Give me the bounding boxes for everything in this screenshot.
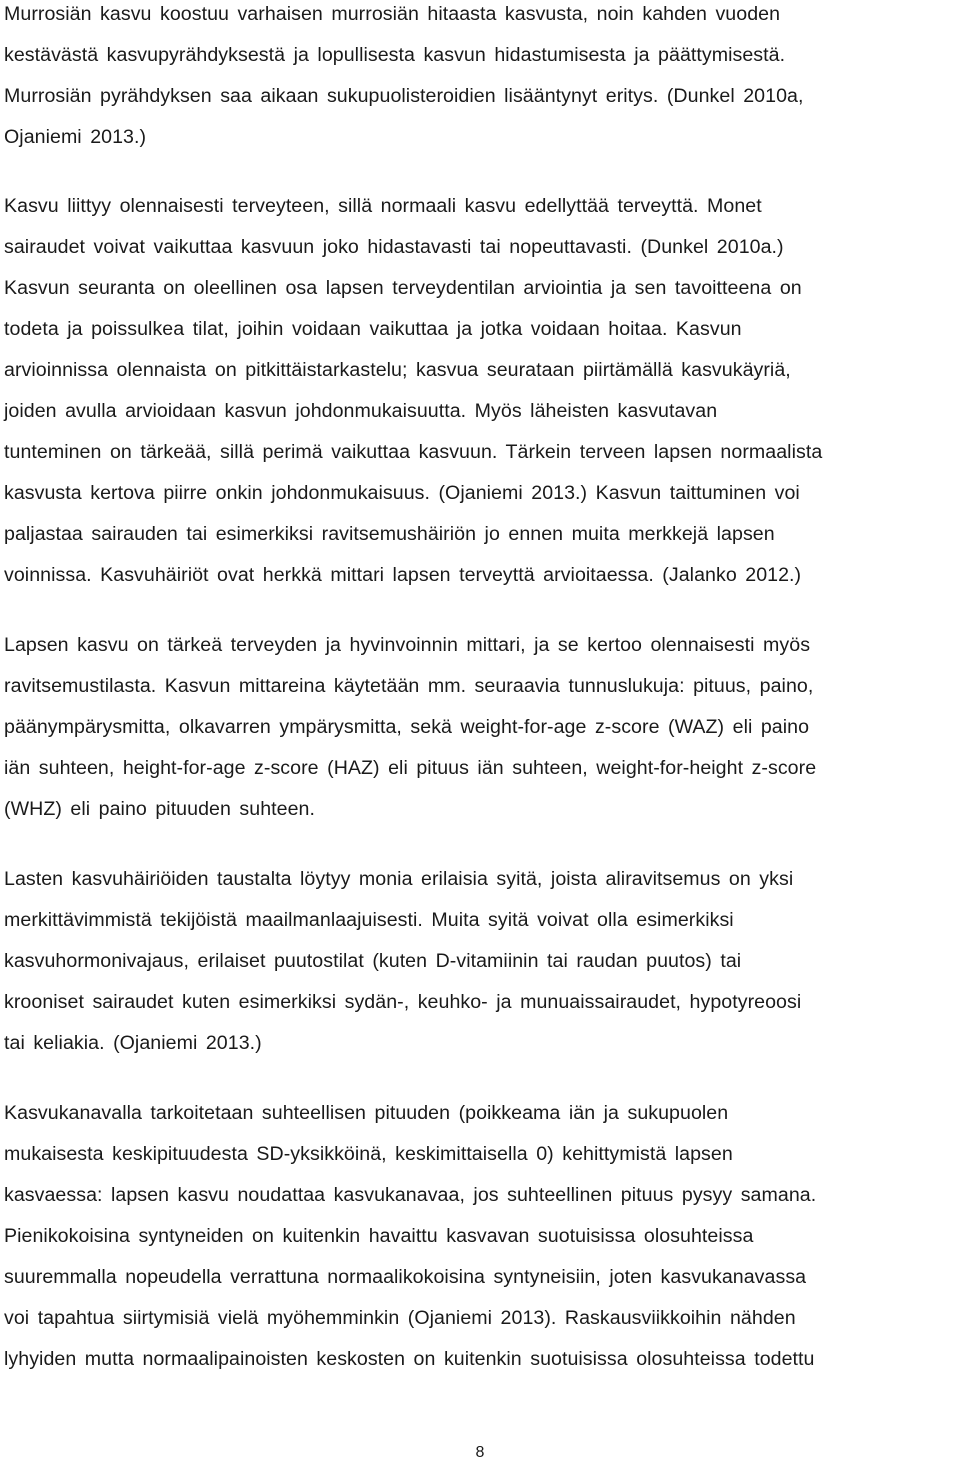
text-line: Murrosiän pyrähdyksen saa aikaan sukupuolisteroidien lisääntynyt eritys. (Dunkel 2010a, (4, 85, 804, 107)
text-line: Kasvun seuranta on oleellinen osa lapsen terveydentilan arviointia ja sen tavoitteena on (4, 277, 802, 299)
text-line: kasvuhormonivajaus, erilaiset puutostilat (kuten D-vitamiinin tai raudan puutos) tai (4, 950, 742, 972)
text-line: ravitsemustilasta. Kasvun mittareina käytetään mm. seuraavia tunnuslukuja: pituus, paino, (4, 675, 814, 697)
text-line: Lapsen kasvu on tärkeä terveyden ja hyvinvoinnin mittari, ja se kertoo olennaisesti myös (4, 634, 811, 656)
text-line: Murrosiän kasvu koostuu varhaisen murrosiän hitaasta kasvusta, noin kahden vuoden (4, 3, 781, 25)
text-line: Kasvu liittyy olennaisesti terveyteen, sillä normaali kasvu edellyttää terveyttä. Monet (4, 195, 762, 217)
text-line: suuremmalla nopeudella verrattuna normaalikokoisina syntyneisiin, joten kasvukanavassa (4, 1266, 807, 1288)
text-line: mukaisesta keskipituudesta SD-yksikköinä, keskimittaisella 0) kehittymistä lapsen (4, 1143, 733, 1165)
text-line: kestävästä kasvupyrähdyksestä ja lopullisesta kasvun hidastumisesta ja päättymisestä. (4, 44, 786, 66)
text-line: lyhyiden mutta normaalipainoisten keskosten on kuitenkin suotuisissa olosuhteissa todettu (4, 1348, 815, 1370)
text-line: Ojaniemi 2013.) (4, 126, 147, 148)
text-line: tunteminen on tärkeää, sillä perimä vaikuttaa kasvuun. Tärkein terveen lapsen normaalista (4, 441, 823, 463)
text-line: joiden avulla arvioidaan kasvun johdonmukaisuutta. Myös läheisten kasvutavan (4, 400, 718, 422)
text-line: (WHZ) eli paino pituuden suhteen. (4, 798, 315, 820)
page-number: 8 (475, 1444, 485, 1461)
text-line: arvioinnissa olennaista on pitkittäistarkastelu; kasvua seurataan piirtämällä kasvukäyriä, (4, 359, 791, 381)
text-line: tai keliakia. (Ojaniemi 2013.) (4, 1032, 262, 1054)
text-line: merkittävimmistä tekijöistä maailmanlaajuisesti. Muita syitä voivat olla esimerkiksi (4, 909, 734, 931)
text-line: päänympärysmitta, olkavarren ympärysmitta, sekä weight-for-age z-score (WAZ) eli paino (4, 716, 810, 738)
text-line: krooniset sairaudet kuten esimerkiksi sydän-, keuhko- ja munuaissairaudet, hypotyreoosi (4, 991, 802, 1013)
text-line: voi tapahtua siirtymisiä vielä myöhemminkin (Ojaniemi 2013). Raskausviikkoihin nähden (4, 1307, 796, 1329)
text-line: paljastaa sairauden tai esimerkiksi ravitsemushäiriön jo ennen muita merkkejä lapsen (4, 523, 775, 545)
text-line: voinnissa. Kasvuhäiriöt ovat herkkä mittari lapsen terveyttä arvioitaessa. (Jalanko 2012.) (4, 564, 802, 586)
text-line: todeta ja poissulkea tilat, joihin voidaan vaikuttaa ja jotka voidaan hoitaa. Kasvun (4, 318, 742, 340)
text-line: iän suhteen, height-for-age z-score (HAZ) eli pituus iän suhteen, weight-for-height z-score (4, 757, 817, 779)
text-line: Kasvukanavalla tarkoitetaan suhteellisen pituuden (poikkeama iän ja sukupuolen (4, 1102, 729, 1124)
text-line: Pienikokoisina syntyneiden on kuitenkin havaittu kasvavan suotuisissa olosuhteissa (4, 1225, 754, 1247)
text-line: Lasten kasvuhäiriöiden taustalta löytyy monia erilaisia syitä, joista aliravitsemus on yksi (4, 868, 794, 890)
text-line: sairaudet voivat vaikuttaa kasvuun joko hidastavasti tai nopeuttavasti. (Dunkel 2010a.) (4, 236, 784, 258)
text-line: kasvusta kertova piirre onkin johdonmukaisuus. (Ojaniemi 2013.) Kasvun taittuminen voi (4, 482, 800, 504)
text-line: kasvaessa: lapsen kasvu noudattaa kasvukanavaa, jos suhteellinen pituus pysyy samana. (4, 1184, 817, 1206)
